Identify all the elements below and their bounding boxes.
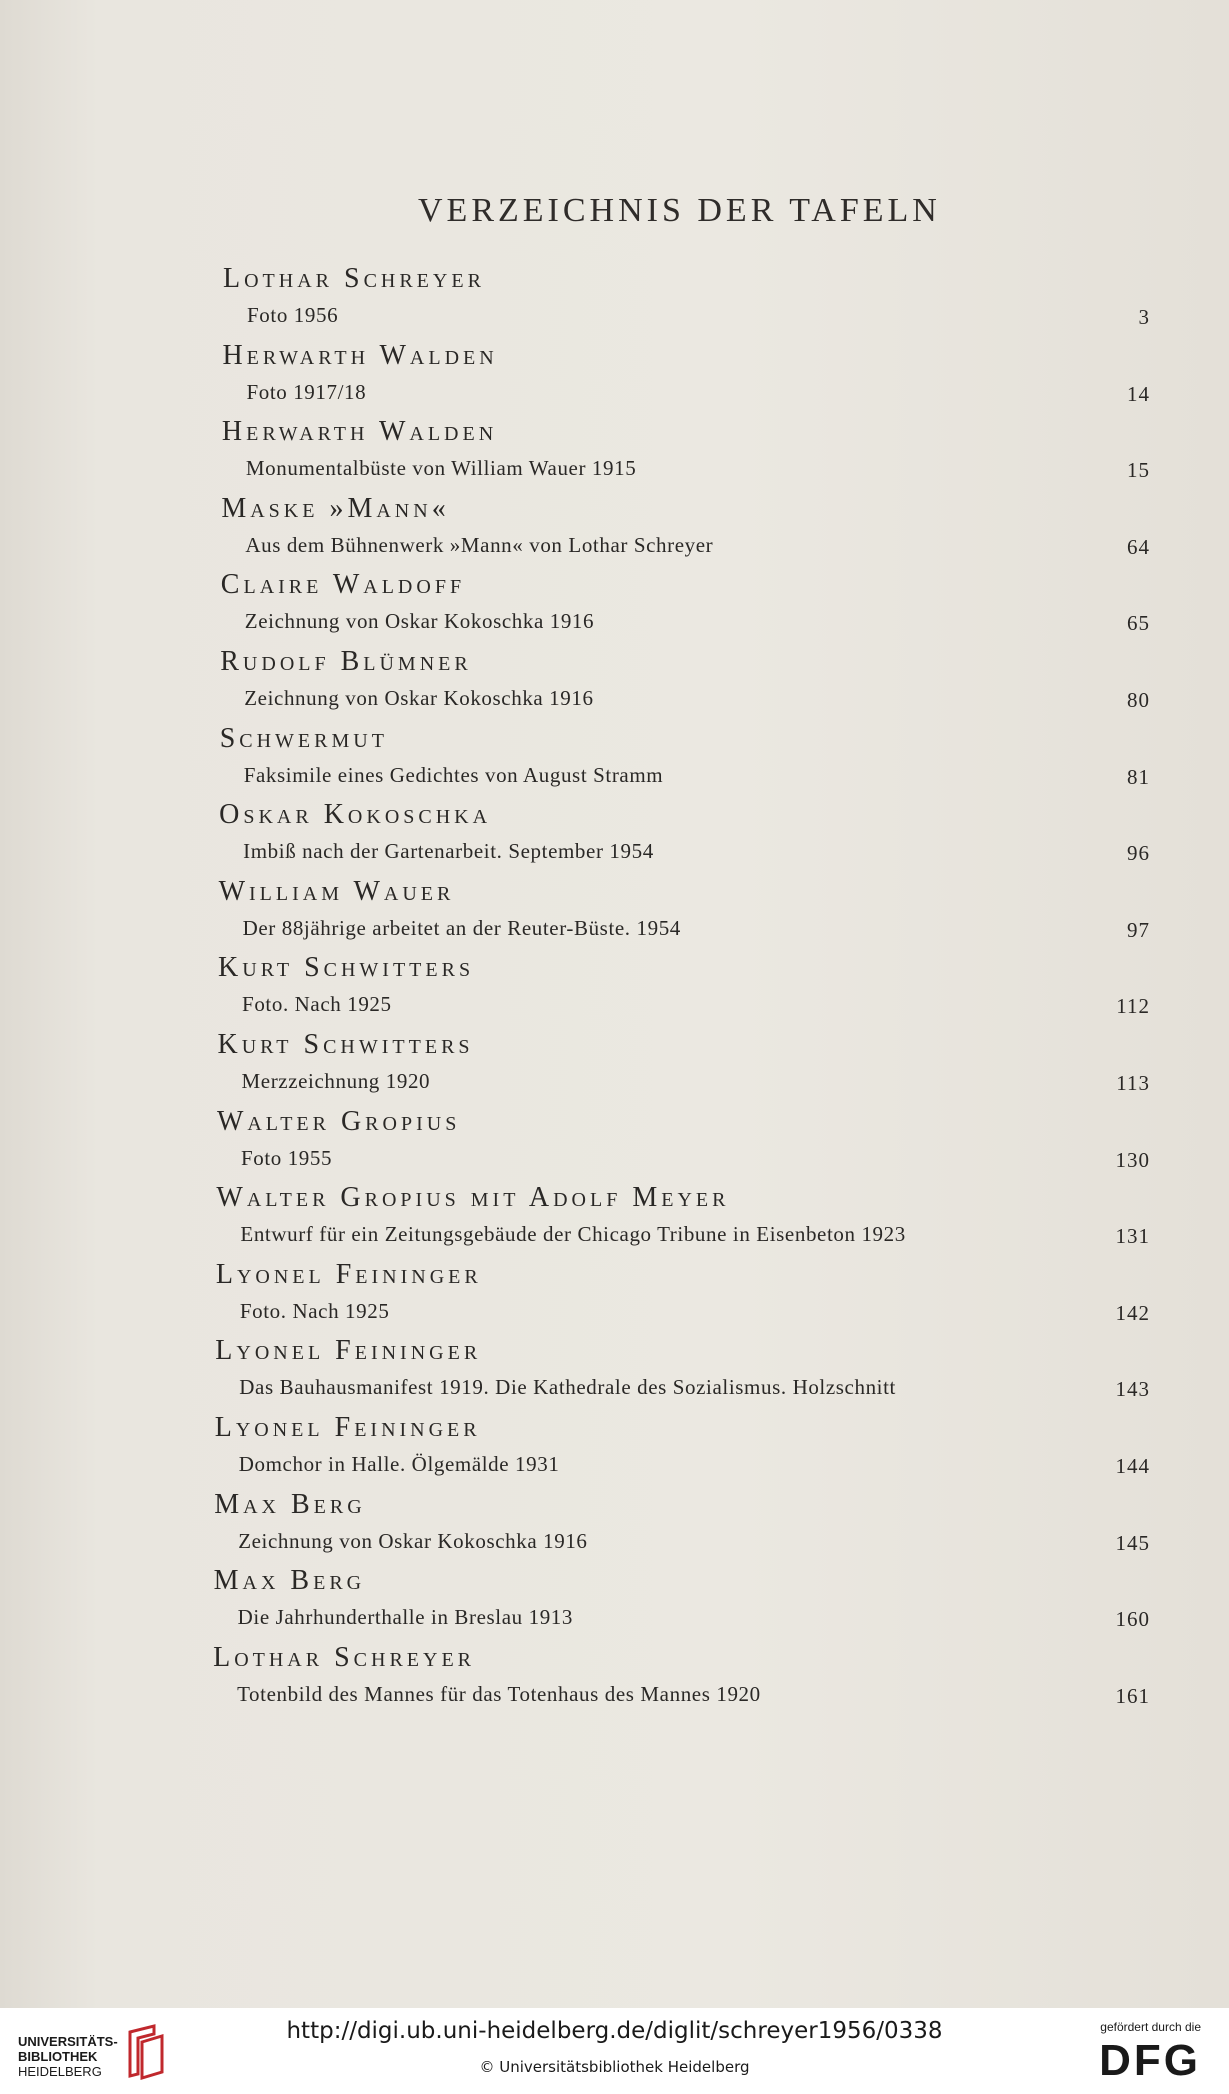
plate-page-number: 81 (1126, 764, 1150, 789)
plate-description: Der 88jährige arbeitet an der Reuter-Büste. 1954 (242, 915, 681, 940)
plate-subject: Herwarth Walden (221, 416, 498, 448)
plate-description: Faksimile eines Gedichtes von August Stramm (243, 762, 664, 787)
plate-description: Foto. Nach 1925 (239, 1298, 390, 1323)
plate-page-number: 64 (1126, 534, 1150, 559)
plate-description: Foto 1955 (240, 1145, 333, 1170)
plate-entry (216, 1105, 1150, 1172)
plate-entry (222, 339, 1150, 406)
plate-subject: Lyonel Feininger (215, 1258, 482, 1290)
plate-description: Foto 1956 (247, 303, 339, 327)
plate-subject: Herwarth Walden (222, 339, 498, 371)
plate-page-number: 15 (1126, 458, 1150, 483)
plate-entry (221, 492, 1150, 559)
plate-entry (219, 798, 1150, 866)
library-name-line1: UNIVERSITÄTS- (18, 2034, 118, 2049)
plate-page-number: 143 (1115, 1377, 1150, 1402)
plate-page-number: 97 (1126, 917, 1150, 942)
plate-description: Totenbild des Mannes für das Totenhaus des Mannes 1920 (237, 1681, 761, 1706)
page-title: VERZEICHNIS DER TAFELN (418, 192, 941, 229)
plate-entry (220, 568, 1150, 636)
plate-description: Imbiß nach der Gartenarbeit. September 1954 (243, 839, 654, 864)
plate-entry (221, 415, 1150, 483)
plate-page-number: 144 (1115, 1454, 1150, 1478)
plate-page-number: 113 (1116, 1071, 1150, 1095)
permalink-url[interactable]: http://digi.ub.uni-heidelberg.de/diglit/schreyer1956/0338 (286, 2018, 943, 2044)
plate-page-number: 96 (1126, 841, 1150, 866)
plate-description: Zeichnung von Oskar Kokoschka 1916 (238, 1528, 588, 1553)
plate-description: Aus dem Bühnenwerk »Mann« von Lothar Schreyer (245, 532, 714, 557)
plate-subject: Schwermut (219, 722, 388, 754)
plate-entry (218, 951, 1150, 1019)
plate-entry (215, 1258, 1150, 1325)
plate-description: Foto 1917/18 (246, 379, 367, 404)
plate-subject: Lyonel Feininger (214, 1412, 481, 1443)
plate-subject: William Wauer (218, 875, 455, 907)
plate-entry (217, 1028, 1151, 1095)
plate-page-number: 130 (1115, 1147, 1150, 1172)
plate-subject: Walter Gropius (216, 1105, 461, 1137)
plate-entry (216, 1181, 1150, 1249)
library-name-line3: HEIDELBERG (18, 2064, 102, 2079)
dfg-logo: DFG (1099, 2036, 1201, 2085)
plate-entry (218, 875, 1150, 942)
plate-subject: Maske »Mann« (221, 492, 450, 524)
plate-subject: Walter Gropius mit Adolf Meyer (216, 1182, 730, 1214)
library-name-line2: BIBLIOTHEK (18, 2049, 98, 2064)
plate-entry (219, 722, 1150, 789)
plate-page-number: 160 (1115, 1607, 1150, 1632)
plate-subject: Lothar Schreyer (213, 1641, 475, 1673)
plate-entry (223, 262, 1150, 329)
funding-note: gefördert durch die (1100, 2020, 1201, 2034)
plate-entry (213, 1641, 1150, 1708)
plate-subject: Kurt Schwitters (218, 952, 475, 984)
plate-page-number: 142 (1115, 1300, 1150, 1325)
plate-entry (215, 1334, 1150, 1402)
plate-subject: Rudolf Blümner (220, 646, 472, 677)
plate-entry (214, 1488, 1150, 1555)
copyright-notice: © Universitätsbibliothek Heidelberg (479, 2058, 750, 2076)
plate-subject: Kurt Schwitters (217, 1029, 474, 1060)
plate-page-number: 112 (1116, 994, 1150, 1019)
plate-page-number: 14 (1126, 381, 1150, 406)
plate-subject: Claire Waldoff (220, 569, 466, 601)
plate-subject: Oskar Kokoschka (219, 799, 492, 831)
plate-subject: Lothar Schreyer (223, 263, 485, 294)
plate-description: Entwurf für ein Zeitungsgebäude der Chicago Tribune in Eisenbeton 1923 (240, 1222, 906, 1247)
plate-entry (213, 1564, 1150, 1632)
plate-page-number: 131 (1115, 1224, 1150, 1249)
plate-subject: Max Berg (214, 1488, 366, 1520)
plate-description: Zeichnung von Oskar Kokoschka 1916 (244, 609, 595, 634)
plate-description: Foto. Nach 1925 (242, 992, 392, 1017)
plate-page-number: 3 (1138, 305, 1150, 329)
plate-description: Merzzeichnung 1920 (241, 1069, 431, 1093)
plate-description: Das Bauhausmanifest 1919. Die Kathedrale des Sozialismus. Holzschnitt (239, 1375, 896, 1400)
plate-entry (214, 1411, 1150, 1478)
plate-description: Monumentalbüste von William Wauer 1915 (245, 456, 637, 481)
footer-bar (0, 2008, 1229, 2094)
plate-subject: Max Berg (213, 1565, 366, 1597)
plate-entry (220, 645, 1150, 712)
plate-description: Domchor in Halle. Ölgemälde 1931 (238, 1452, 560, 1476)
plate-page-number: 161 (1115, 1683, 1150, 1708)
plate-subject: Lyonel Feininger (215, 1335, 482, 1367)
plate-page-number: 65 (1126, 611, 1150, 636)
plate-page-number: 145 (1115, 1530, 1150, 1555)
plate-page-number: 80 (1127, 688, 1150, 712)
plate-description: Die Jahrhunderthalle in Breslau 1913 (237, 1605, 573, 1630)
plate-description: Zeichnung von Oskar Kokoschka 1916 (244, 686, 594, 710)
